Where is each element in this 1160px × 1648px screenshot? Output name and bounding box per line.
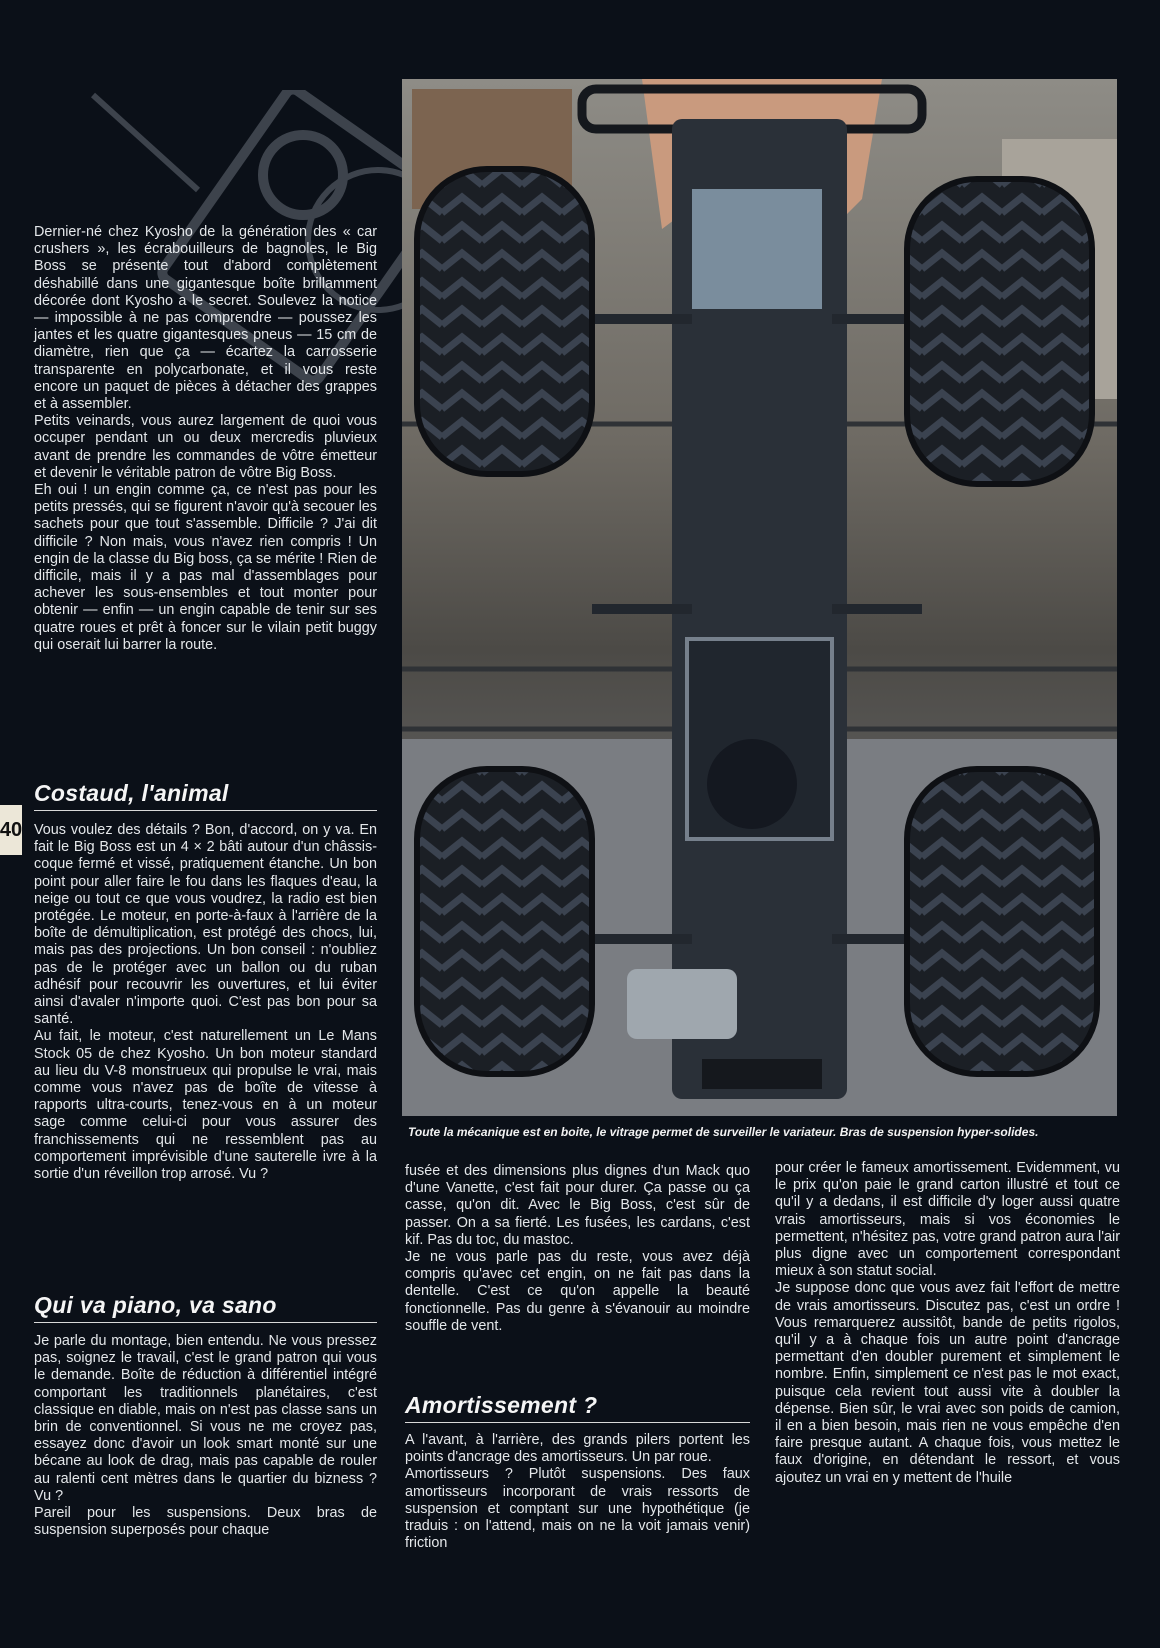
paragraph: Je ne vous parle pas du reste, vous avez déjà compris qu'avec cet engin, on ne fait pas dans la dentelle. C'est ce qu'on appelle la beauté fonctionnelle. Pas du genre à s'évanouir au moindre souffle de vent. <box>405 1249 750 1334</box>
page-number: 40 <box>0 805 22 855</box>
paragraph: Au fait, le moteur, c'est naturellement un Le Mans Stock 05 de chez Kyosho. Un bon moteur standard au lieu du V-8 monstrueux qui propulse le vrai, mais comme vous n'avez pas de boîte de vitesse à rapports ultra-courts, tenez-vous en à un moteur sage comme celui-ci pour vous assurer des franchissements qui ne ressemblent pas au comportement imprévisible d'une sauterelle ivre à la sortie d'un réveillon trop arrosé. Vu ? <box>34 1028 377 1183</box>
paragraph: fusée et des dimensions plus dignes d'un Mack quo d'une Vanette, c'est fait pour durer. Ça passe ou ça casse, qu'on dit. Avec le Big Boss, c'est sûr de passer. On a sa fierté. Les fusées, les cardans, c'est kif. Pas du toc, du mastoc. <box>405 1163 750 1248</box>
column-1-costaud <box>34 822 377 1183</box>
paragraph: Dernier-né chez Kyosho de la génération des « car crushers », les écrabouilleurs de bagnoles, le Big Boss se présente tout d'abord complètement déshabillé dans une gigantesque boîte brillamment décorée dont Kyosho a le secret. Soulevez la notice — impossible à ne pas comprendre — poussez les jantes et les quatre gigantesques pneus — 15 cm de diamètre, rien que ça — écartez la carrosserie transparente en polycarbonate, et il vous reste encore un paquet de pièces à détacher des grappes et à assembler. <box>34 224 377 413</box>
column-3 <box>775 1160 1120 1487</box>
paragraph: pour créer le fameux amortissement. Evidemment, vu le prix qu'on paie le grand carton illustré et tout ce qu'il y a dedans, il est difficile d'y loger aussi quatre vrais amortisseurs, mais si vos économies le permettent, n'hésitez pas, votre grand patron aura l'air plus digne avec un comportement correspondant mieux à son statut social. <box>775 1160 1120 1280</box>
paragraph: Petits veinards, vous aurez largement de quoi vous occuper pendant un ou deux mercredis pluvieux avant de prendre les commandes de vôtre émetteur et devenir le véritable patron de vôtre Big Boss. <box>34 413 377 481</box>
column-2-amortissement <box>405 1432 750 1552</box>
paragraph: Je suppose donc que vous avez fait l'effort de mettre de vrais amortisseurs. Discutez pas, c'est un ordre ! Vous remarquerez aussitôt, bande de petits rigolos, qu'il y a à chaque fois un autre point d'ancrage permettant d'en doubler purement et simplement le nombre. Enfin, simplement ce n'est pas le mot exact, puisque cela revient tout aussi vite à doubler la dépense. Bien sûr, le vrai avec son poids de camion, il en a bien besoin, mais rien ne vous empêche d'en faire presque autant. A chaque fois, vous mettez le faux d'origine, en détendant le ressort, et vous ajoutez un vrai en y mettent de l'huile <box>775 1280 1120 1486</box>
heading-text: Amortissement ? <box>405 1392 750 1423</box>
section-heading-piano <box>34 1292 377 1323</box>
chassis-photo <box>402 79 1117 1116</box>
photo-caption: Toute la mécanique est en boite, le vitrage permet de surveiller le variateur. Bras de suspension hyper-solides. <box>408 1125 1039 1139</box>
heading-text: Qui va piano, va sano <box>34 1292 377 1323</box>
rc-truck-chassis-image <box>402 79 1117 1116</box>
column-2 <box>405 1163 750 1335</box>
column-1-intro <box>34 224 377 654</box>
heading-text: Costaud, l'animal <box>34 780 377 811</box>
section-heading-costaud <box>34 780 377 811</box>
column-1-piano <box>34 1333 377 1539</box>
paragraph: A l'avant, à l'arrière, des grands pilers portent les points d'ancrage des amortisseurs. Un par roue. <box>405 1432 750 1466</box>
paragraph: Amortisseurs ? Plutôt suspensions. Des faux amortisseurs incorporant de vrais ressorts de suspension et comptant sur une hypothétique (je traduis : on l'attend, mais on ne la voit jamais venir) friction <box>405 1466 750 1552</box>
paragraph: Je parle du montage, bien entendu. Ne vous pressez pas, soignez le travail, c'est le grand patron qui vous le demande. Boîte de réduction à différentiel intégré comportant les traditionnels planétaires, c'est classique en diable, mais on n'est pas classe sans un brin de conventionnel. Si vous ne me croyez pas, essayez donc d'avoir un look smart monté sur une bécane au look de drag, mais pas capable de rouler au ralenti cent mètres dans le quartier du bizness ? Vu ? <box>34 1333 377 1504</box>
section-heading-amortissement <box>405 1392 750 1423</box>
paragraph: Pareil pour les suspensions. Deux bras de suspension superposés pour chaque <box>34 1505 377 1539</box>
paragraph: Vous voulez des détails ? Bon, d'accord, on y va. En fait le Big Boss est un 4 × 2 bâti autour d'un châssis-coque fermé et vissé, pratiquement étanche. Un bon point pour aller faire le fou dans les flaques d'eau, la neige ou tout ce que vous voudrez, la radio est bien protégée. Le moteur, en porte-à-faux à l'arrière de la boîte de démultiplication, est protégé des chocs, lui, mais pas des projections. Un bon conseil : n'oubliez pas de le protéger avec un ballon ou du ruban adhésif pour recouvrir les ouvertures, et lui éviter ainsi d'avaler n'importe quoi. C'est pas bon pour sa santé. <box>34 822 377 1028</box>
paragraph: Eh oui ! un engin comme ça, ce n'est pas pour les petits pressés, qui se figurent n'avoir qu'à secouer les sachets pour que tout s'assemble. Difficile ? J'ai dit difficile ? Non mais, vous n'avez rien compris ! Un engin de la classe du Big boss, ça se mérite ! Rien de difficile, mais il y a pas mal d'assemblages pour achever les sous-ensembles et tout monter pour obtenir — enfin — un engin capable de tenir sur ses quatre roues et prêt à foncer sur le vilain petit buggy qui oserait lui barrer la route. <box>34 482 377 653</box>
